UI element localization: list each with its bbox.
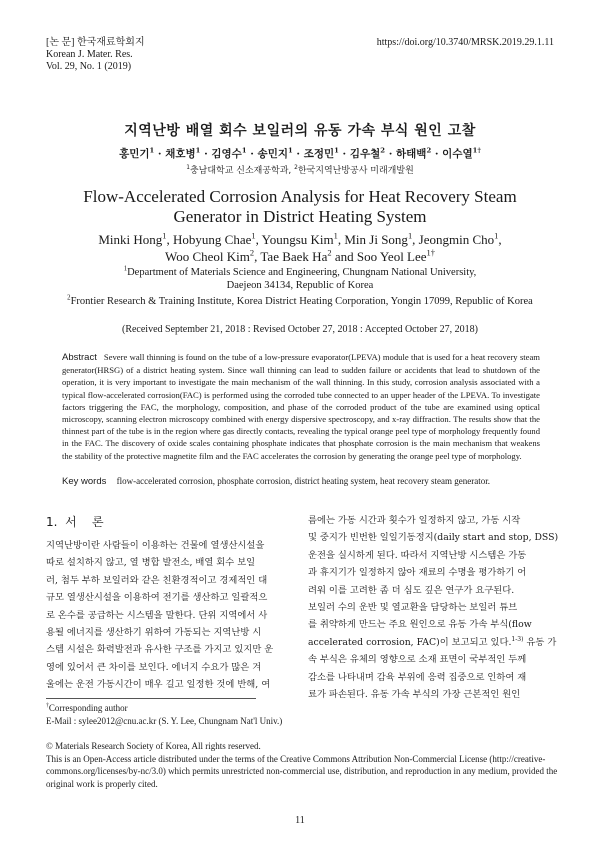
author-ko: 홍민기$^1$ [119,146,155,160]
journal-name-ko: [논 문] 한국재료학회지 [46,37,145,48]
footnote-divider [46,698,256,699]
title-english: Flow-Accelerated Corrosion Analysis for Heat Recovery Steam Generator in District Heating System [83,187,517,226]
author-en: Jeongmin Cho$^1$ [418,230,499,247]
keywords-label: Key words [62,476,107,487]
body-line: 름에는 가동 시간과 횟수가 일정하지 않고, 가동 시작 [308,515,521,526]
body-line: 운전을 실시하게 된다. 따라서 지역난방 시스템은 가동 [308,549,527,561]
abstract [62,351,540,462]
affiliations-english: $^1$Department of Materials Science and Engineering, Chungnam National University, Daejeon 34134, Republic of Korea $^2$Frontier Research & Training Institute, Korea District Heating Corporation, Yongin 17099, Republic of Korea [67,265,533,307]
author-en: Minki Hong$^1$ [98,230,167,247]
body-line: 규모 열생산시설을 이용하여 전기를 생산하고 일괄적으 [46,592,268,604]
doi-link[interactable]: https://doi.org/10.3740/MRSK.2019.29.1.11 [376,37,554,48]
body-line: 및 중지가 빈번한 일일기동정지(daily start and stop, DSS) [308,532,558,544]
author-ko: 채호병$^1$ [165,146,201,160]
body-line: 과 휴지기가 일정하지 않아 재료의 수명을 평가하기 어 [308,567,527,579]
footnote: †Corresponding author E-Mail : sylee2012@cnu.ac.kr (S. Y. Lee, Chungnam Nat'l Univ.) [46,703,283,726]
body-line: 따로 설치하지 않고, 열 병합 발전소, 배열 회수 보일 [46,557,256,569]
body-line: 영에 있어서 큰 차이를 보인다. 에너지 수요가 많은 겨 [46,661,262,673]
keywords [62,476,540,487]
body-line: 보일러 수의 운반 및 열교환을 담당하는 보일러 튜브 [308,602,518,614]
page-number: 11 [295,815,305,826]
journal-volume: Vol. 29, No. 1 (2019) [46,61,132,72]
license-notice: © Materials Research Society of Korea, All rights reserved. This is an Open-Access article distributed under the terms of the Creative Commons Attribution Non-Commercial License (http://creative- commons.org/licenses/by-nc/3.0) which permits unrestricted non-commercial use, distribution, and reproduction in any medium, provided the original work is properly cited. [46,741,558,789]
body-line: 로 온수를 공급하는 시스템을 말한다. 단위 지역에서 사 [46,609,268,621]
author-ko: 김우철$^2$ [349,146,386,160]
author-en: Min Ji Song$^1$ [344,230,413,247]
abstract-text: Severe wall thinning is found on the tube of a low-pressure evaporator(LPEVA) module that is used for a heat recovery steam generator(HRSG) of a district heating system. Since wall thinning can lead to sudden failure or accidents that lead to shutdown of the operation, it is very important to investigate the main mechanism of the wall thinning. In this study, corrosion analysis associated with a typical flow-accelerated corrosion(FAC) is performed using the corroded tube connected to an upper header of the LPEVA. To investigate factors triggering the FAC, the morphology, composition, and phase of the corroded product of the tube are examined using optical microscopy, scanning electron microscopy combined with energy dispersive spectroscopy, and x-ray diffraction. The results show that the thinnest part of the tube is in the region where gas directly contacts, revealing the typical orange peel type of morphology frequently found in the FAC. The discovery of oxide scales containing phosphate indicates that phosphate corrosion is the main mechanism that weakens the stability of the protective magnetite film and the FAC accelerates the corrosion by generating the orange peel type of morphology. [62,352,540,461]
author-ko: 김영수$^1$ [211,146,247,160]
body-line: 감소를 나타내며 감육 부위에 응력 집중으로 인하여 재 [308,671,527,683]
author-en: Hobyung Chae$^1$ [173,230,256,247]
corresponding-email: E-Mail : sylee2012@cnu.ac.kr (S. Y. Lee, Chungnam Nat'l Univ.) [46,715,283,726]
abstract-label: Abstract [62,352,97,363]
body-line: 를 취약하게 만드는 주요 원인으로 유동 가속 부식(flow [308,619,532,631]
body-line: 속 부식은 유체의 영향으로 소재 표면이 국부적인 두께 [308,654,527,666]
authors-english: Minki Hong$^1$, Hobyung Chae$^1$, Youngsu Kim$^1$, Min Ji Song$^1$, Jeongmin Cho$^1$, Woo Cheol Kim$^2$, Tae Baek Ha$^2$ and Soo Yeol Lee$^{1\dagger}$ [98,230,502,264]
body-line: 스템 시설은 화력발전과 유사한 구조를 가지고 있지만 운 [46,644,274,656]
body-line: 러, 첨두 부하 보일러와 같은 친환경적이고 경제적인 대 [46,574,268,586]
keywords-text: flow-accelerated corrosion, phosphate corrosion, district heating system, heat recovery steam generator. [116,476,490,486]
received-dates: (Received September 21, 2018 : Revised October 27, 2018 : Accepted October 27, 2018) [121,324,478,335]
author-en: Soo Yeol Lee$^{1\dagger}$ [356,247,435,264]
citation-ref: 1-3) [511,635,524,643]
author-ko: 송민지$^1$ [257,146,293,160]
author-en: Youngsu Kim$^1$ [261,230,338,247]
title-korean: 지역난방 배열 회수 보일러의 유동 가속 부식 원인 고찰 [124,123,476,139]
author-ko: 이수열$^{1\dagger}$ [442,146,481,160]
body-line: 지역난방이란 사람들이 이용하는 건물에 열생산시설을 [46,540,265,551]
affiliations-korean: $^1$충남대학교 신소재공학과, $^2$한국지역난방공사 미래개발원 [186,165,414,176]
journal-name-en: Korean J. Mater. Res. [46,49,133,60]
body-line: 울에는 운전 가동시간이 매우 길고 일정한 것에 반해, 여 [46,679,271,691]
body-line: 료가 파손된다. 유동 가속 부식의 가장 근본적인 원인 [308,689,521,701]
author-ko: 조정민$^1$ [303,146,339,160]
body-column-right [308,512,558,703]
body-column-left [46,537,298,694]
author-ko: 하태백$^2$ [396,146,432,160]
body-line: accelerated corrosion, FAC)이 보고되고 있다.$^{1-3)}$ 유동 가 [308,635,557,648]
author-en: Woo Cheol Kim$^2$ [165,247,255,264]
author-en: Tae Baek Ha$^2$ [260,247,332,264]
body-line: 려워 이를 고려한 좀 더 심도 깊은 연구가 요구된다. [308,584,515,596]
journal-header [46,37,145,73]
authors-korean: 홍민기$^1$ · 채호병$^1$ · 김영수$^1$ · 송민지$^1$ · 조정민$^1$ · 김우철$^2$ · 하태백$^2$ · 이수열$^{1\dagger}$ [119,146,481,160]
body-line: 용될 에너지를 생산하기 위하여 가동되는 지역난방 시 [46,627,262,639]
section-heading-introduction: 1. 서 론 [46,515,104,529]
